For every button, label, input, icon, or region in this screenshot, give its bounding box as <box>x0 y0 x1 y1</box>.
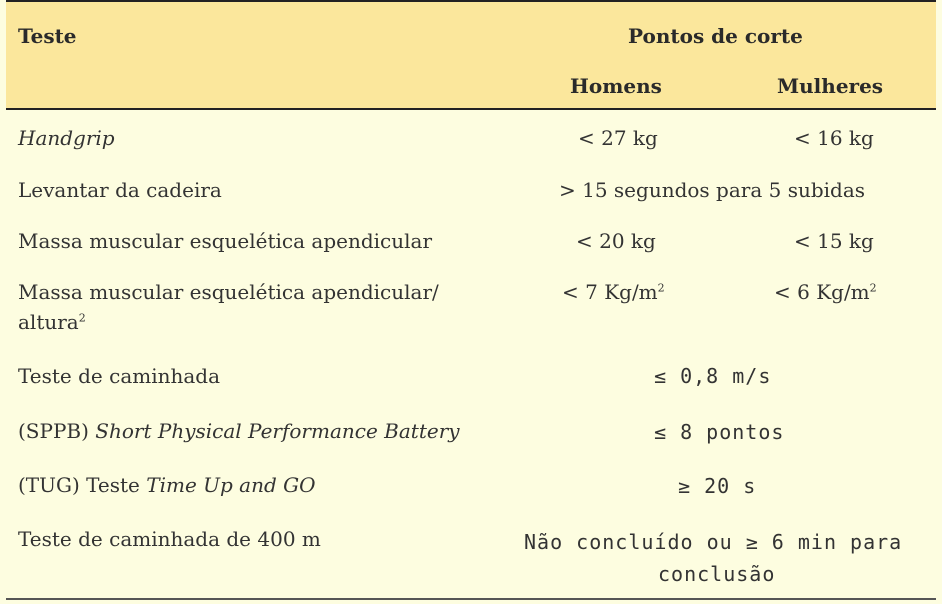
row-women: < 6 $Kg/m^2$ <box>774 280 877 304</box>
row-both: ≥ 20 s <box>678 474 757 498</box>
row-test: (SPPB) Short Physical Performance Battery <box>18 419 460 443</box>
row-test: (TUG) Teste Time Up and GO <box>18 473 316 497</box>
row-test: Teste de caminhada <box>18 364 221 388</box>
row-both: ≤ 8 pontos <box>654 420 785 444</box>
row-test: Handgrip <box>18 126 115 150</box>
row-women: < 16 kg <box>794 126 874 150</box>
row-men: < 20 kg <box>576 229 656 253</box>
row-test: Massa muscular esquelética apendicular <box>18 229 433 253</box>
row-test: Levantar da cadeira <box>18 178 222 202</box>
row-both-line2: conclusão <box>658 562 776 586</box>
table-body <box>6 110 936 600</box>
row-both: > 15 segundos para 5 subidas <box>559 178 866 202</box>
row-both: ≤ 0,8 m/s <box>654 364 772 388</box>
row-women: < 15 kg <box>794 229 874 253</box>
header-test: Teste <box>18 24 77 48</box>
row-men: < 7 $Kg/m^2$ <box>562 280 665 304</box>
row-men: < 27 kg <box>578 126 658 150</box>
header-women: Mulheres <box>777 74 884 98</box>
header-men: Homens <box>570 74 662 98</box>
row-both-line1: Não concluído ou ≥ 6 min para <box>524 530 903 554</box>
row-test-line2: altura$^2$ <box>18 310 86 334</box>
header-cutoff: Pontos de corte <box>628 24 803 48</box>
row-test-line1: Massa muscular esquelética apendicular/ <box>18 280 439 304</box>
table-header <box>6 0 936 110</box>
row-test: Teste de caminhada de 400 m <box>18 527 321 551</box>
